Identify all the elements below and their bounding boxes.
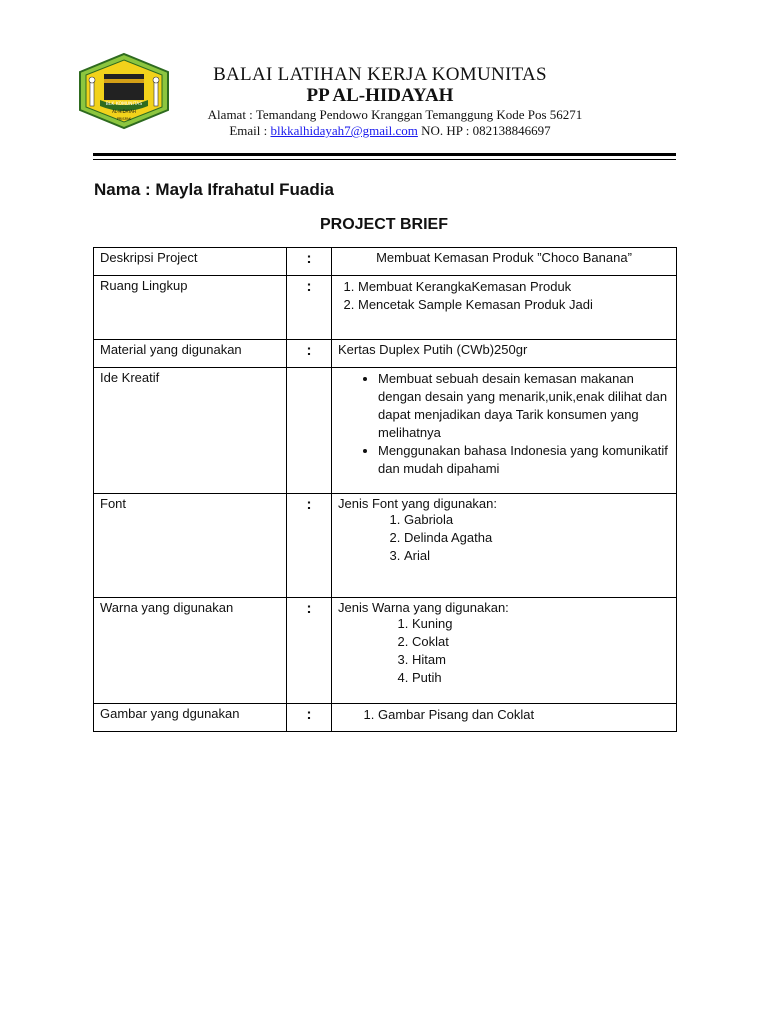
row-label: Gambar yang dgunakan xyxy=(94,704,287,732)
table-row xyxy=(94,494,677,598)
table-row xyxy=(94,368,677,494)
email-label: Email : xyxy=(229,123,268,138)
list-item: 2. Mencetak Sample Kemasan Produk Jadi xyxy=(358,296,670,314)
list-item: 4. Putih xyxy=(412,669,670,687)
row-label: Font xyxy=(94,494,287,598)
row-label: Ide Kreatif xyxy=(94,368,287,494)
row-colon: : xyxy=(287,704,332,732)
list-item: 1. Membuat KerangkaKemasan Produk xyxy=(358,278,670,296)
table-row xyxy=(94,704,677,732)
address: Alamat : Temandang Pendowo Kranggan Temanggung Kode Pos 56271 xyxy=(207,107,583,122)
header-rule-thin xyxy=(93,159,676,160)
org-subname: PP AL-HIDAYAH xyxy=(306,85,454,106)
list-item: 2. Coklat xyxy=(412,633,670,651)
list-item: 1. Kuning xyxy=(412,615,670,633)
row-label: Ruang Lingkup xyxy=(94,276,287,340)
list-item: • Menggunakan bahasa Indonesia yang komunikatif dan mudah dipahami xyxy=(378,442,670,478)
contact-line xyxy=(170,123,610,139)
row-value xyxy=(332,494,677,598)
row-label: Deskripsi Project xyxy=(94,248,287,276)
email-link[interactable]: blkkalhidayah7@gmail.com xyxy=(270,123,418,138)
list-item: 1. Gabriola xyxy=(404,511,670,529)
row-value xyxy=(332,276,677,340)
project-brief-table xyxy=(93,247,677,732)
header-rule-thick xyxy=(93,153,676,156)
table-row xyxy=(94,340,677,368)
row-colon: : xyxy=(287,340,332,368)
list-item: 3. Hitam xyxy=(412,651,670,669)
row-value: Kertas Duplex Putih (CWb)250gr xyxy=(332,340,677,368)
row-colon: : xyxy=(287,494,332,598)
row-label: Material yang digunakan xyxy=(94,340,287,368)
list-item: 3. Arial xyxy=(404,547,670,565)
row-value xyxy=(332,368,677,494)
brief-title: PROJECT BRIEF xyxy=(319,216,448,233)
logo-text-mid: AL-HIDAYAH xyxy=(112,109,136,114)
logo-text-top: BLK KOMUNITAS xyxy=(105,102,143,107)
table-row xyxy=(94,276,677,340)
row-label: Warna yang digunakan xyxy=(94,598,287,704)
list-item: 1. Gambar Pisang dan Coklat xyxy=(378,706,670,724)
row-intro: Jenis Warna yang digunakan: xyxy=(338,600,509,615)
row-value: Membuat Kemasan Produk ”Choco Banana” xyxy=(332,248,677,276)
row-colon xyxy=(287,368,332,494)
table-row xyxy=(94,598,677,704)
row-intro: Jenis Font yang digunakan: xyxy=(338,496,497,511)
table-row xyxy=(94,248,677,276)
list-item: • Membuat sebuah desain kemasan makanan dengan desain yang menarik,unik,enak dilihat dan dapat menjadikan daya Tarik konsumen yang melihatnya xyxy=(378,370,670,442)
org-name: BALAI LATIHAN KERJA KOMUNITAS xyxy=(213,64,547,85)
row-colon: : xyxy=(287,598,332,704)
list-item: 2. Delinda Agatha xyxy=(404,529,670,547)
logo-text-bottom: PRISPAK xyxy=(116,117,132,121)
row-colon: : xyxy=(287,248,332,276)
student-name: Nama : Mayla Ifrahatul Fuadia xyxy=(94,180,334,199)
phone: NO. HP : 082138846697 xyxy=(421,123,551,138)
row-value xyxy=(332,704,677,732)
row-colon: : xyxy=(287,276,332,340)
row-value xyxy=(332,598,677,704)
